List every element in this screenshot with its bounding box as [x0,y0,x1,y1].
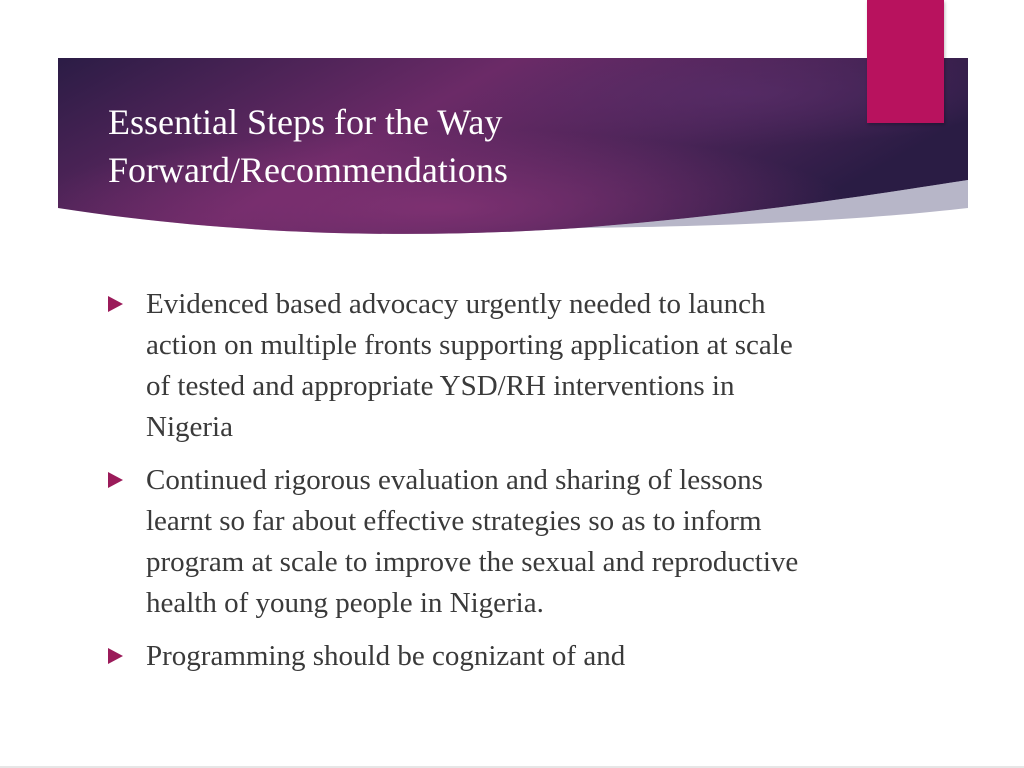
bullet-list [108,284,808,689]
accent-tab [867,0,944,123]
list-item [108,636,808,677]
list-item [108,460,808,624]
triangle-bullet-icon [108,472,123,488]
list-item [108,284,808,448]
triangle-bullet-icon [108,648,123,664]
triangle-bullet-icon [108,296,123,312]
slide-title: Essential Steps for the Way Forward/Recommendations [108,102,508,190]
list-item-text: Evidenced based advocacy urgently needed to launch action on multiple fronts supporting application at scale of tested and appropriate YSD/RH interventions in Nigeria [146,288,793,443]
list-item-text: Programming should be cognizant of and [146,640,626,672]
list-item-text: Continued rigorous evaluation and sharing of lessons learnt so far about effective strategies so as to inform program at scale to improve the sexual and reproductive health of young people in Nigeria. [146,464,799,619]
